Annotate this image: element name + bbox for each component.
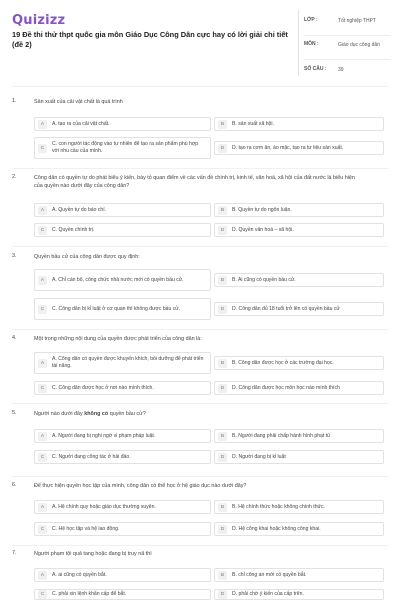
meta-subject-label: MÔN : [304,41,319,47]
option-text: B. sản xuất xã hội. [232,120,274,127]
option-d[interactable] [214,450,384,464]
question-text-pre: Người nào dưới đây [34,411,85,417]
question-divider [12,545,388,546]
option-letter: C [38,453,47,462]
option-b[interactable] [214,273,384,287]
question-text-emphasis: không có [84,411,109,417]
option-letter: B [218,503,227,512]
meta-separator [304,59,390,60]
option-text: C. Hệ học tập và hệ lao động. [52,525,120,532]
option-letter: A [38,359,47,368]
option-text: A. Công dân có quyền được khuyến khích, bồi dưỡng để phát triển tài năng. [52,356,204,369]
option-text: D. Quyền văn hoá – xã hội. [232,226,294,233]
option-letter: B [218,206,227,215]
option-letter: B [218,120,227,129]
option-text: A. Chỉ cán bộ, công chức nhà nước mới có quyền bầu cử. [52,276,184,283]
option-a[interactable] [34,269,211,291]
option-text: B. Quyền tự do ngôn luận. [232,206,292,213]
option-text: A. Hệ chính quy hoặc giáo dục thường xuyên. [52,503,156,510]
question-number: 5. [12,410,17,416]
option-letter: B [218,359,227,368]
question-number: 6. [12,482,17,488]
option-d[interactable] [214,522,384,536]
option-letter: A [38,120,47,129]
meta-grade-value: Tốt nghiệp THPT [338,18,376,24]
question-text: Sản xuất của cải vật chất là quá trình [34,99,123,105]
document-header [0,0,400,86]
option-text: A. Quyền tự do báo chí. [52,206,107,213]
option-letter: D [218,453,227,462]
quizizz-logo: Quizizz [12,13,66,28]
option-letter: B [218,276,227,285]
option-letter: C [38,525,47,534]
option-letter: A [38,571,47,580]
option-b[interactable] [214,117,384,131]
question-divider [12,246,388,247]
question-number: 3. [12,253,17,259]
option-text: D. phải chờ ý kiến của cấp trên. [232,591,304,597]
document-title: 19 Đề thi thử thpt quốc gia môn Giáo Dục Công Dân cực hay có lời giải chi tiết (đề 2) [12,30,288,49]
option-text: B. chỉ công an mới có quyền bắt. [232,571,307,578]
question-number: 4. [12,335,17,341]
option-d[interactable] [214,223,384,237]
option-text: D. Người đang bị kỉ luật [232,453,286,460]
option-text: C. Quyền chính trị. [52,226,95,233]
option-text: A. Người đang bị nghi ngờ vi phạm pháp luật. [52,432,156,439]
meta-grade-label: LỚP : [304,17,318,23]
option-c[interactable] [34,450,211,464]
question-divider [12,329,388,330]
question-text: Công dân có quyền tự do phát biểu ý kiến, bày tỏ quan điểm về các vấn đề chính trị, kinh tế, văn hoá, xã hội của đất nước là biểu hiện của quyền nào dưới đây của công dân? [34,175,355,189]
option-a[interactable] [34,203,211,217]
meta-subject-value: Giáo dục công dân [338,42,380,48]
option-letter: C [38,305,47,314]
option-letter: B [218,571,227,580]
option-text: C. Công dân bị kỉ luật ở cơ quan thì không được bầu cử. [52,305,181,312]
option-letter: D [218,525,227,534]
option-text: C. Người đang công tác ở hải đảo. [52,453,131,460]
question-text-post: quyền bầu cử? [108,411,146,417]
option-text: D. Công dân đủ 18 tuổi trở lên có quyền bầu cử [232,305,340,312]
question-text: Quyền bầu cử của công dân được quy định: [34,254,140,260]
option-text: D. Công dân được học môn học nào mình thích [232,384,340,391]
option-d[interactable] [214,141,384,155]
question-divider [12,476,388,477]
question-number: 2. [12,174,17,180]
meta-count-value: 39 [338,67,344,73]
option-letter: D [218,144,227,153]
question-text [34,410,364,418]
option-d[interactable] [214,381,384,395]
option-b[interactable] [214,429,384,443]
option-text: B. Hệ chính thức hoặc không chính thức. [232,503,325,510]
option-c[interactable] [34,137,211,159]
option-letter: A [38,206,47,215]
option-a[interactable] [34,429,211,443]
option-letter: C [38,226,47,235]
option-text: B. Công dân được học ở các trường đại học. [232,359,334,366]
option-letter: C [38,384,47,393]
question-number: 1. [12,98,17,104]
option-letter: C [38,590,47,599]
option-letter: D [218,384,227,393]
option-b[interactable] [214,203,384,217]
option-a[interactable] [34,568,211,582]
option-b[interactable] [214,568,384,582]
question-number: 7. [12,550,17,556]
option-letter: D [218,590,227,599]
question-divider [12,403,388,404]
option-text: C. Công dân được học ở nơi nào mình thích. [52,384,154,391]
option-text: A. tạo ra của cải vật chất. [52,120,110,127]
question-text: Người phạm tội quả tang hoặc đang bị truy nã thì [34,551,152,557]
option-letter: A [38,432,47,441]
option-text: D. Hệ công khai hoặc không công khai. [232,525,321,532]
option-a[interactable] [34,117,211,131]
option-text: A. ai cũng có quyền bắt. [52,571,107,578]
meta-count-label: SỐ CÂU : [304,66,327,72]
question-text: Một trong những nội dung của quyền được phát triển của công dân là: [34,336,202,342]
question-divider [12,168,388,169]
option-a[interactable] [34,352,211,374]
option-text: D. tạo ra cơm ăn, áo mặc, tạo ra tư liệu sản xuất. [232,144,344,151]
option-c[interactable] [34,589,211,600]
option-a[interactable] [34,500,211,514]
option-letter: B [218,432,227,441]
option-letter: D [218,305,227,314]
option-c[interactable] [34,381,211,395]
option-b[interactable] [214,500,384,514]
option-b[interactable] [214,356,384,370]
option-c[interactable] [34,223,211,237]
option-d[interactable] [214,302,384,316]
header-divider [298,10,299,76]
option-d[interactable] [214,589,384,600]
option-letter: C [38,144,47,153]
option-c[interactable] [34,522,211,536]
option-letter: A [38,276,47,285]
option-text: C. con người tác động vào tự nhiên để tạo ra sản phẩm phù hợp với nhu cầu của mình. [52,141,199,154]
question-divider [12,86,388,87]
option-c[interactable] [34,298,211,320]
option-letter: D [218,226,227,235]
option-letter: A [38,503,47,512]
option-text: C. phải xin lệnh khẩn cấp để bắt. [52,591,127,597]
option-text: B. Người đang phải chấp hành hình phạt tù [232,432,330,439]
meta-separator [304,35,390,36]
option-text: B. Ai cũng có quyền bầu cử. [232,276,296,283]
question-text: Để thực hiện quyền học tập của mình, công dân có thể học ở hệ giáo dục nào dưới đây? [34,483,247,489]
